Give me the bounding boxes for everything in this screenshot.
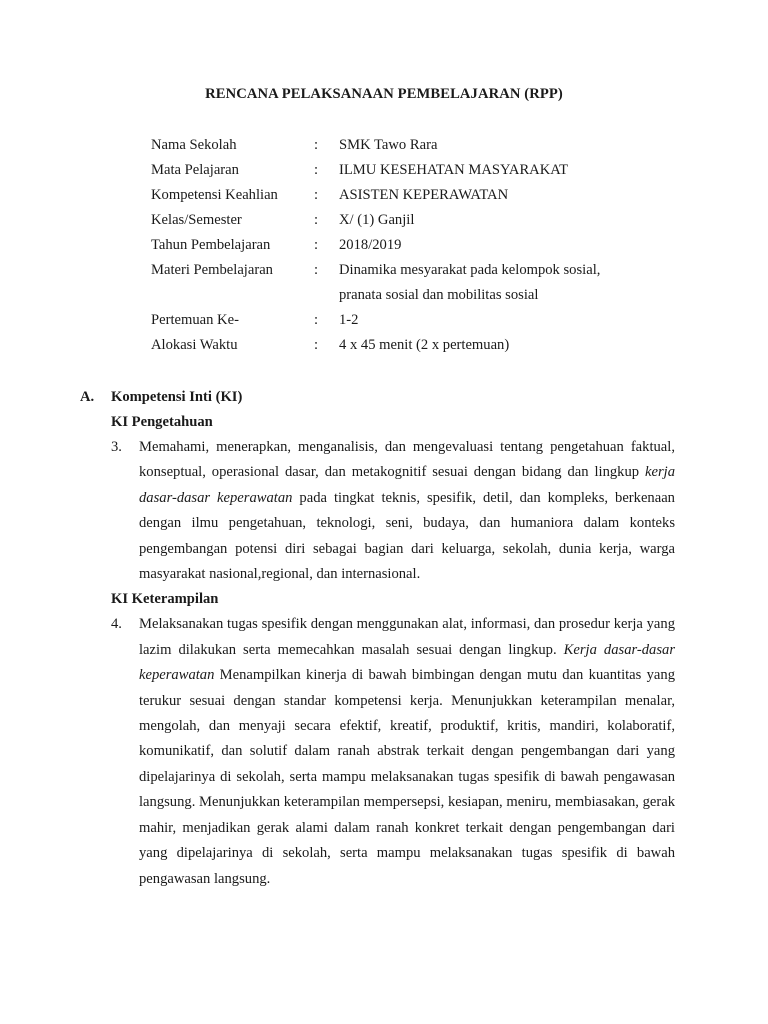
ki-pengetahuan-item: [111, 435, 680, 587]
info-value: X/ (1) Ganjil: [339, 212, 415, 228]
info-value-line: Dinamika mesyarakat pada kelompok sosial,: [339, 262, 601, 278]
info-value: SMK Tawo Rara: [339, 137, 438, 153]
paragraph-text: Memahami, menerapkan, menganalisis, dan mengevaluasi tentang pengetahuan faktual, konseptual, operasional dasar, dan metakognitif sesuai dengan bidang dan lingkup: [139, 439, 675, 481]
ki-pengetahuan-paragraph: [139, 435, 675, 587]
info-value: 4 x 45 menit (2 x pertemuan): [339, 337, 510, 353]
info-colon: :: [314, 337, 319, 353]
ki-pengetahuan-heading: KI Pengetahuan: [111, 414, 213, 430]
info-colon: :: [314, 237, 319, 253]
info-row-alokasi-waktu: [151, 333, 639, 358]
document-title: RENCANA PELAKSANAAN PEMBELAJARAN (RPP): [205, 86, 563, 102]
item-number: 3.: [111, 439, 122, 455]
info-label: Tahun Pembelajaran: [151, 237, 271, 253]
info-colon: :: [314, 162, 319, 178]
info-row-mata-pelajaran: [151, 158, 639, 183]
info-row-materi-pembelajaran: [151, 258, 639, 308]
paragraph-italic: kerja dasar-dasar keperawatan: [139, 464, 675, 506]
section-title: Kompetensi Inti (KI): [111, 389, 243, 405]
info-label: Materi Pembelajaran: [151, 262, 273, 278]
section-kompetensi-inti: [80, 385, 680, 892]
section-heading: [80, 385, 680, 410]
item-number: 4.: [111, 616, 122, 633]
info-row-kelas-semester: [151, 208, 639, 233]
info-value: 1-2: [339, 312, 359, 328]
info-value: 2018/2019: [339, 237, 402, 253]
section-letter: A.: [80, 389, 95, 405]
paragraph-text: Menampilkan kinerja di bawah bimbingan dengan mutu dan kuantitas yang terukur sesuai dengan standar kompetensi kerja. Menunjukkan keterampilan menalar, mengolah, dan menyaji secara efektif, kreatif, produktif, kritis, mandiri, kolaboratif, komunikatif, dan solutif dalam ranah abstrak terkait dengan pengembangan dari yang dipelajarinya di sekolah, serta mampu melaksanakan tugas spesifik di bawah pengawasan langsung. Menunjukkan keterampilan mempersepsi, kesiapan, meniru, membiasakan, gerak mahir, menjadikan gerak alami dalam ranah konkret terkait dengan pengembangan dari yang dipelajarinya di sekolah, serta mampu melaksanakan tugas spesifik di bawah pengawasan langsung.: [139, 667, 675, 887]
info-label: Nama Sekolah: [151, 137, 237, 153]
ki-keterampilan-heading: KI Keterampilan: [111, 591, 219, 608]
info-value: ILMU KESEHATAN MASYARAKAT: [339, 162, 569, 178]
paragraph-text: Melaksanakan tugas spesifik dengan menggunakan alat, informasi, dan prosedur kerja yang lazim dilakukan serta memecahkan masalah sesuai dengan lingkup.: [139, 616, 675, 658]
info-colon: :: [314, 212, 319, 228]
info-colon: :: [314, 312, 319, 328]
info-value-line: pranata sosial dan mobilitas sosial: [339, 287, 539, 303]
info-row-pertemuan: [151, 308, 639, 333]
info-label: Kelas/Semester: [151, 212, 242, 228]
info-colon: :: [314, 262, 319, 278]
paragraph-italic: Kerja dasar-dasar keperawatan: [139, 641, 676, 684]
info-row-tahun-pembelajaran: [151, 233, 639, 258]
school-info-table: [151, 133, 639, 358]
ki-keterampilan-item: [111, 612, 680, 891]
info-value: [339, 258, 639, 308]
paragraph-text: pada tingkat teknis, spesifik, detil, dan kompleks, berkenaan dengan ilmu pengetahuan, teknologi, seni, budaya, dan humaniora dalam konteks pengembangan potensi diri sebagai bagian dari keluarga, sekolah, dunia kerja, warga masyarakat nasional,regional, dan internasional.: [139, 489, 675, 583]
info-colon: :: [314, 137, 319, 153]
info-row-kompetensi-keahlian: [151, 183, 639, 208]
info-row-nama-sekolah: [151, 133, 639, 158]
info-value: ASISTEN KEPERAWATAN: [339, 187, 509, 203]
info-colon: :: [314, 187, 319, 203]
info-label: Mata Pelajaran: [151, 162, 239, 178]
info-label: Alokasi Waktu: [151, 337, 238, 353]
info-label: Kompetensi Keahlian: [151, 187, 278, 203]
info-label: Pertemuan Ke-: [151, 312, 239, 328]
ki-keterampilan-paragraph: [139, 612, 675, 891]
